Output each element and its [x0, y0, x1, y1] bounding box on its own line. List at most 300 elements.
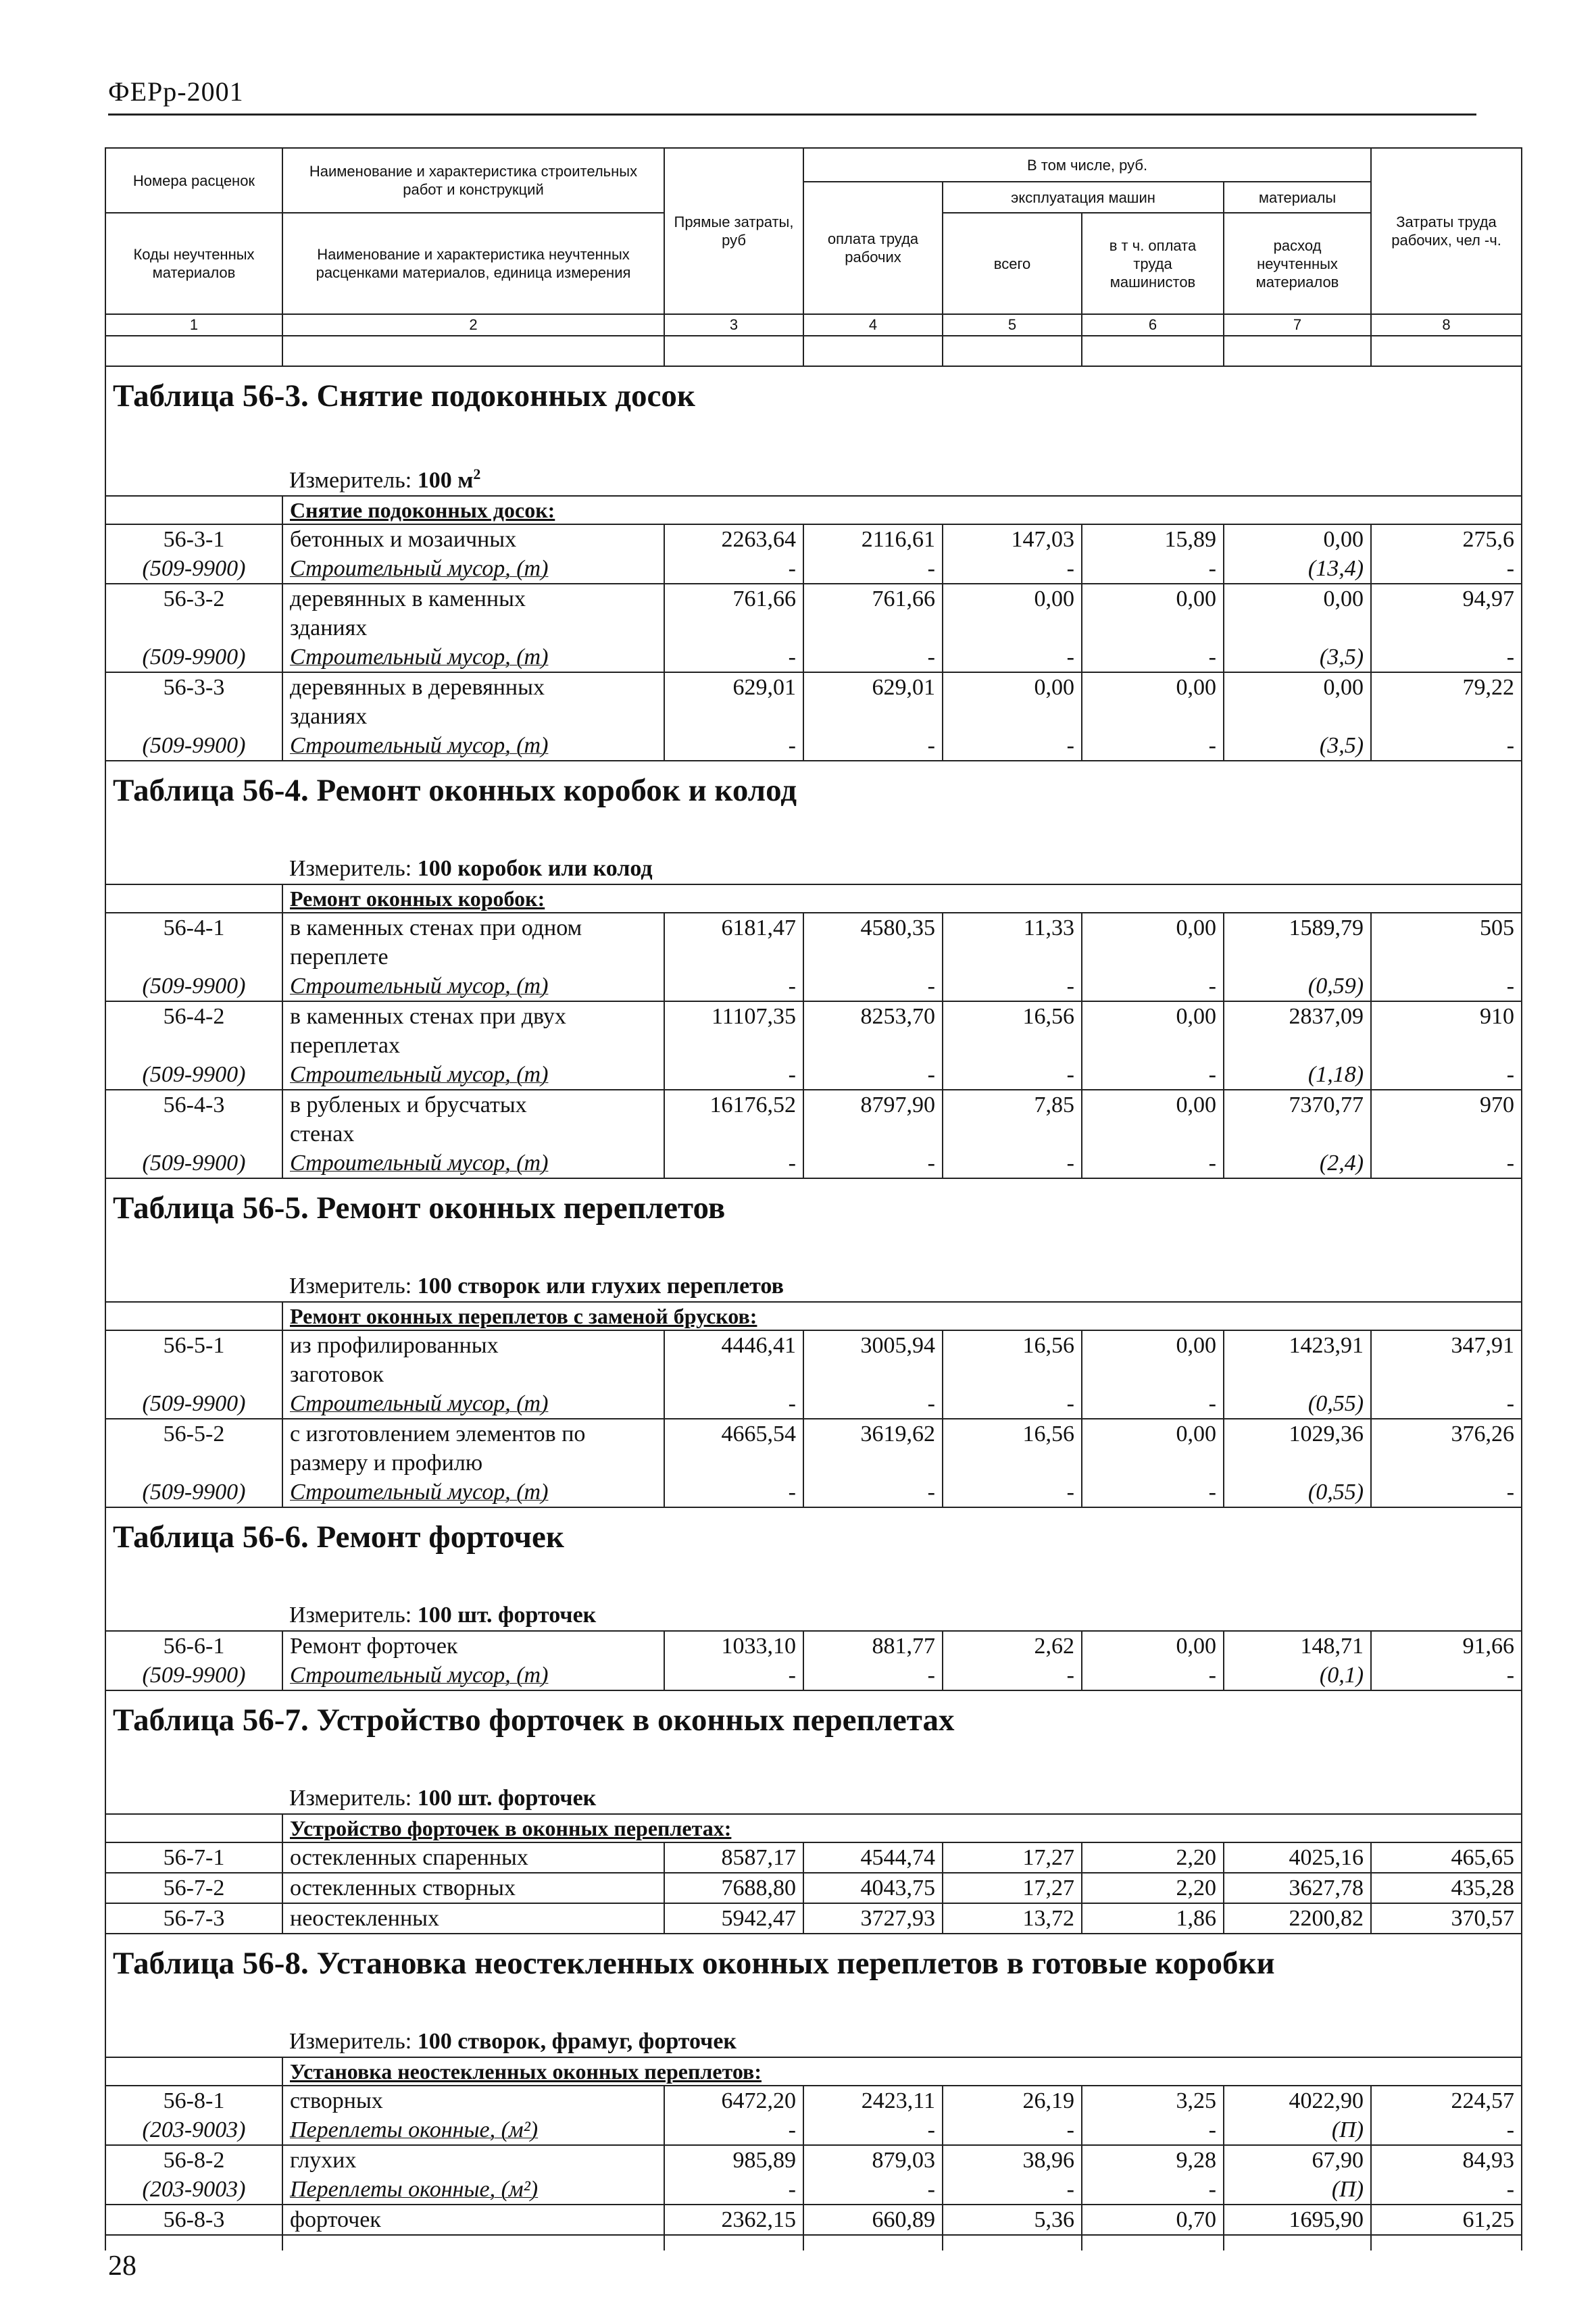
cell-machines-total: -	[943, 643, 1082, 672]
cell-machines-total: 2,62	[943, 1631, 1082, 1661]
column-number: 7	[1224, 314, 1371, 336]
cell-rate-code: 56-7-1	[105, 1842, 282, 1873]
cell-machines-total: 17,27	[943, 1842, 1082, 1873]
cell-machines-total	[943, 336, 1082, 366]
rate-row-continuation	[105, 702, 1522, 731]
material-name: Переплеты оконные, (м²)	[290, 2177, 539, 2203]
rate-row	[105, 1419, 1522, 1449]
cell-labor-pay: 3727,93	[803, 1903, 943, 1934]
cell-description	[282, 972, 664, 1001]
cell-empty	[105, 702, 282, 731]
cell-machinists-pay: 0,00	[1082, 584, 1224, 613]
cell-rate-code: 56-3-3	[105, 672, 282, 702]
cell-empty	[803, 1031, 943, 1060]
rate-row	[105, 584, 1522, 613]
section-heading-row	[105, 1302, 1522, 1330]
cell-direct-costs: -	[664, 1389, 803, 1419]
cell-machines-total: -	[943, 1149, 1082, 1178]
rates-table	[105, 147, 1522, 2250]
material-name: Строительный мусор, (т)	[290, 1663, 549, 1688]
cell-rate-code	[105, 336, 282, 366]
table-title: Таблица 56-7. Устройство форточек в оконных переплетах	[105, 1702, 1522, 1783]
cell-rate-code: 56-8-2	[105, 2145, 282, 2175]
cell-empty	[1082, 613, 1224, 643]
cell-labor-hours: -	[1371, 1389, 1522, 1419]
cell-direct-costs: -	[664, 2175, 803, 2205]
meter-value: 100 створок или глухих переплетов	[417, 1274, 784, 1299]
cell-direct-costs: 1033,10	[664, 1631, 803, 1661]
cell-empty	[1224, 1120, 1371, 1149]
cell-direct-costs: 4446,41	[664, 1330, 803, 1360]
cell-machinists-pay: 0,00	[1082, 1330, 1224, 1360]
cell-materials: 0,00	[1224, 672, 1371, 702]
cell-labor-hours: -	[1371, 1060, 1522, 1090]
cell-description-cont: переплете	[282, 942, 664, 972]
cell-rate-code: (509-9900)	[105, 1389, 282, 1419]
cell-labor-hours: 376,26	[1371, 1419, 1522, 1449]
cell-empty	[943, 1449, 1082, 1478]
cell-rate-code: (203-9003)	[105, 2175, 282, 2205]
cell-machinists-pay: 1,86	[1082, 1903, 1224, 1934]
rate-row-continuation	[105, 1360, 1522, 1389]
meter-row	[105, 853, 1522, 884]
section-heading: Устройство форточек в оконных переплетах:	[282, 1814, 1522, 1842]
cell-empty	[1082, 2235, 1224, 2250]
cell-machines-total: 11,33	[943, 913, 1082, 942]
cell-materials: 148,71	[1224, 1631, 1371, 1661]
rate-row	[105, 1631, 1522, 1661]
cell-description: форточек	[282, 2205, 664, 2235]
cell-materials: (13,4)	[1224, 554, 1371, 584]
meter-row	[105, 1271, 1522, 1302]
cell-labor-hours: 910	[1371, 1001, 1522, 1031]
cell-empty	[943, 942, 1082, 972]
cell-labor-hours	[1371, 336, 1522, 366]
meter-label	[282, 2026, 1371, 2057]
cell-machines-total: 5,36	[943, 2205, 1082, 2235]
material-name: Строительный мусор, (т)	[290, 1062, 549, 1088]
cell-description: неостекленных	[282, 1903, 664, 1934]
meter-spacer	[105, 2026, 282, 2057]
cell-machines-total: 13,72	[943, 1903, 1082, 1934]
cell-machines-total: 0,00	[943, 584, 1082, 613]
cell-description: деревянных в деревянных	[282, 672, 664, 702]
cell-empty	[664, 1120, 803, 1149]
cell-direct-costs: 2362,15	[664, 2205, 803, 2235]
cell-machines-total: -	[943, 1389, 1082, 1419]
cell-empty	[943, 1031, 1082, 1060]
cell-rate-code: (203-9003)	[105, 2115, 282, 2145]
cell-machinists-pay: -	[1082, 2115, 1224, 2145]
cell-machinists-pay	[1082, 336, 1224, 366]
cell-machines-total: 16,56	[943, 1330, 1082, 1360]
cell-description: в каменных стенах при одном	[282, 913, 664, 942]
meter-spacer	[105, 459, 282, 496]
cell-labor-hours: -	[1371, 554, 1522, 584]
meter-spacer	[105, 853, 282, 884]
cell-direct-costs: 11107,35	[664, 1001, 803, 1031]
table-title-row	[105, 378, 1522, 459]
cell-empty	[105, 2235, 282, 2250]
table-title-row	[105, 1945, 1522, 2026]
meter-spacer	[105, 1271, 282, 1302]
meter-value: 100 м	[417, 468, 474, 493]
cell-materials: (2,4)	[1224, 1149, 1371, 1178]
cell-empty	[1371, 702, 1522, 731]
cell-labor-hours: -	[1371, 1661, 1522, 1690]
rate-row	[105, 1842, 1522, 1873]
cell-empty	[105, 1360, 282, 1389]
cell-direct-costs: -	[664, 643, 803, 672]
cell-materials: 67,90	[1224, 2145, 1371, 2175]
column-number: 6	[1082, 314, 1224, 336]
cell-labor-pay	[803, 336, 943, 366]
cell-labor-pay: -	[803, 2175, 943, 2205]
cell-empty	[105, 1031, 282, 1060]
cell-machinists-pay: -	[1082, 1661, 1224, 1690]
cell-labor-pay: -	[803, 1661, 943, 1690]
col-including-header: В том числе, руб.	[803, 148, 1371, 182]
cell-labor-hours: -	[1371, 972, 1522, 1001]
cell-direct-costs: -	[664, 1478, 803, 1507]
cell-labor-pay: 761,66	[803, 584, 943, 613]
meter-spacer	[1371, 853, 1522, 884]
cell-rate-code: 56-8-1	[105, 2086, 282, 2115]
cell-labor-pay: 8253,70	[803, 1001, 943, 1031]
meter-row	[105, 1600, 1522, 1631]
cell-description	[282, 1060, 664, 1090]
table-title-row	[105, 1702, 1522, 1783]
meter-label	[282, 853, 1371, 884]
cell-labor-hours: 505	[1371, 913, 1522, 942]
material-row	[105, 554, 1522, 584]
cell-description	[282, 1149, 664, 1178]
material-name: Строительный мусор, (т)	[290, 556, 549, 582]
cell-machines-total: 147,03	[943, 524, 1082, 554]
cell-labor-pay: -	[803, 2115, 943, 2145]
material-row	[105, 2175, 1522, 2205]
cell-machines-total: 17,27	[943, 1873, 1082, 1903]
cell-machinists-pay: 0,00	[1082, 1631, 1224, 1661]
cell-description: остекленных створных	[282, 1873, 664, 1903]
section-heading-row	[105, 496, 1522, 524]
cell-rate-code: 56-5-1	[105, 1330, 282, 1360]
cell-machinists-pay: -	[1082, 1478, 1224, 1507]
cell-empty	[664, 702, 803, 731]
cell-empty	[1371, 1449, 1522, 1478]
table-title: Таблица 56-3. Снятие подоконных досок	[105, 378, 1522, 459]
cell-empty	[1082, 1360, 1224, 1389]
cell-empty	[803, 2235, 943, 2250]
rate-row	[105, 1873, 1522, 1903]
cell-rate-code: 56-7-3	[105, 1903, 282, 1934]
cell-materials: 4025,16	[1224, 1842, 1371, 1873]
cell-machinists-pay: -	[1082, 972, 1224, 1001]
cell-materials: (0,59)	[1224, 972, 1371, 1001]
cell-labor-hours: -	[1371, 731, 1522, 761]
cell-empty	[1082, 1031, 1224, 1060]
section-spacer	[105, 496, 282, 524]
material-row	[105, 1478, 1522, 1507]
table-title: Таблица 56-4. Ремонт оконных коробок и колод	[105, 772, 1522, 853]
meter-spacer	[1371, 1783, 1522, 1814]
cell-machinists-pay: -	[1082, 1149, 1224, 1178]
cell-materials: 3627,78	[1224, 1873, 1371, 1903]
column-number: 1	[105, 314, 282, 336]
cell-rate-code: (509-9900)	[105, 1661, 282, 1690]
cell-empty	[1371, 1360, 1522, 1389]
meter-spacer	[105, 1783, 282, 1814]
cell-empty	[1224, 1360, 1371, 1389]
cell-labor-pay: 660,89	[803, 2205, 943, 2235]
table-title-row	[105, 772, 1522, 853]
cell-materials: (0,1)	[1224, 1661, 1371, 1690]
cell-labor-pay: 8797,90	[803, 1090, 943, 1120]
col-work-name-header: Наименование и характеристика строительных работ и конструкций	[282, 148, 664, 213]
cell-direct-costs: -	[664, 731, 803, 761]
cell-direct-costs: 761,66	[664, 584, 803, 613]
table-spacer	[105, 1690, 1522, 1702]
meter-spacer	[1371, 1271, 1522, 1302]
col-unaccounted-materials-header: расход неучтенных материалов	[1224, 213, 1371, 314]
cell-labor-hours: 84,93	[1371, 2145, 1522, 2175]
cell-machines-total: -	[943, 554, 1082, 584]
cell-labor-hours: -	[1371, 2175, 1522, 2205]
col-labor-pay-header: оплата труда рабочих	[803, 182, 943, 314]
table-title: Таблица 56-5. Ремонт оконных переплетов	[105, 1190, 1522, 1271]
cell-description	[282, 336, 664, 366]
cell-empty	[105, 1120, 282, 1149]
meter-label	[282, 459, 1371, 496]
column-number: 8	[1371, 314, 1522, 336]
meter-spacer	[1371, 2026, 1522, 2057]
meter-value: 100 коробок или колод	[417, 856, 653, 882]
cell-direct-costs: 6181,47	[664, 913, 803, 942]
cell-labor-pay: 629,01	[803, 672, 943, 702]
cell-rate-code: 56-5-2	[105, 1419, 282, 1449]
cell-empty	[1082, 702, 1224, 731]
cell-description: створных	[282, 2086, 664, 2115]
meter-row	[105, 2026, 1522, 2057]
cell-labor-pay: -	[803, 1389, 943, 1419]
section-heading-row	[105, 2057, 1522, 2086]
cell-description: из профилированных	[282, 1330, 664, 1360]
cell-labor-hours: 435,28	[1371, 1873, 1522, 1903]
table-spacer	[105, 366, 1522, 378]
cell-machinists-pay: 0,00	[1082, 672, 1224, 702]
rate-row-continuation	[105, 1031, 1522, 1060]
cell-materials: 1695,90	[1224, 2205, 1371, 2235]
material-row	[105, 731, 1522, 761]
column-number: 4	[803, 314, 943, 336]
cell-labor-hours: 94,97	[1371, 584, 1522, 613]
cell-empty	[943, 2235, 1082, 2250]
cell-labor-pay: -	[803, 972, 943, 1001]
cell-direct-costs: 5942,47	[664, 1903, 803, 1934]
meter-label	[282, 1271, 1371, 1302]
cell-materials: (1,18)	[1224, 1060, 1371, 1090]
cell-empty	[105, 1449, 282, 1478]
cell-empty	[943, 1120, 1082, 1149]
table-bottom-spacer	[105, 2235, 1522, 2250]
cell-direct-costs: -	[664, 1149, 803, 1178]
cell-labor-pay: 2116,61	[803, 524, 943, 554]
cell-direct-costs	[664, 336, 803, 366]
cell-description-cont: размеру и профилю	[282, 1449, 664, 1478]
table-spacer	[105, 1934, 1522, 1945]
cell-materials: 1029,36	[1224, 1419, 1371, 1449]
section-spacer	[105, 2057, 282, 2086]
cell-description: Ремонт форточек	[282, 1631, 664, 1661]
cell-description-cont: стенах	[282, 1120, 664, 1149]
material-row	[105, 972, 1522, 1001]
cell-materials: 7370,77	[1224, 1090, 1371, 1120]
cell-empty	[664, 1031, 803, 1060]
cell-description-cont: заготовок	[282, 1360, 664, 1389]
col-materials-header: материалы	[1224, 182, 1371, 213]
cell-empty	[1224, 1031, 1371, 1060]
rate-row	[105, 913, 1522, 942]
cell-direct-costs: 8587,17	[664, 1842, 803, 1873]
cell-labor-hours: 370,57	[1371, 1903, 1522, 1934]
column-number: 3	[664, 314, 803, 336]
cell-labor-hours: 91,66	[1371, 1631, 1522, 1661]
cell-labor-pay: 879,03	[803, 2145, 943, 2175]
cell-machines-total: -	[943, 1060, 1082, 1090]
cell-machines-total: 0,00	[943, 672, 1082, 702]
cell-rate-code: 56-3-1	[105, 524, 282, 554]
meter-prefix: Измеритель:	[289, 1274, 418, 1299]
cell-direct-costs: 16176,52	[664, 1090, 803, 1120]
cell-machinists-pay: -	[1082, 1060, 1224, 1090]
cell-labor-pay: 3619,62	[803, 1419, 943, 1449]
cell-labor-hours: -	[1371, 2115, 1522, 2145]
cell-machines-total: -	[943, 972, 1082, 1001]
material-row	[105, 2115, 1522, 2145]
rate-row	[105, 2145, 1522, 2175]
col-machines-total-header: всего	[943, 213, 1082, 314]
cell-materials: 1423,91	[1224, 1330, 1371, 1360]
cell-labor-pay: 881,77	[803, 1631, 943, 1661]
section-spacer	[105, 1302, 282, 1330]
cell-machines-total: -	[943, 2175, 1082, 2205]
cell-rate-code: (509-9900)	[105, 731, 282, 761]
cell-rate-code: 56-4-1	[105, 913, 282, 942]
cell-empty	[1371, 1031, 1522, 1060]
cell-materials: (3,5)	[1224, 731, 1371, 761]
cell-rate-code: 56-8-3	[105, 2205, 282, 2235]
cell-description	[282, 1661, 664, 1690]
cell-machinists-pay: 9,28	[1082, 2145, 1224, 2175]
table-title: Таблица 56-8. Установка неостекленных оконных переплетов в готовые коробки	[105, 1945, 1522, 2026]
rate-row-continuation	[105, 1449, 1522, 1478]
cell-labor-pay: 4544,74	[803, 1842, 943, 1873]
cell-rate-code: (509-9900)	[105, 972, 282, 1001]
material-name: Строительный мусор, (т)	[290, 1151, 549, 1176]
cell-description-cont: зданиях	[282, 613, 664, 643]
cell-materials: 0,00	[1224, 584, 1371, 613]
cell-rate-code: 56-4-3	[105, 1090, 282, 1120]
cell-materials: (П)	[1224, 2175, 1371, 2205]
cell-empty	[664, 942, 803, 972]
cell-machines-total: 26,19	[943, 2086, 1082, 2115]
cell-labor-hours: 275,6	[1371, 524, 1522, 554]
cell-machinists-pay: 2,20	[1082, 1873, 1224, 1903]
cell-description: глухих	[282, 2145, 664, 2175]
cell-direct-costs: -	[664, 1060, 803, 1090]
col-machinists-pay-header: в т ч. оплата труда машинистов	[1082, 213, 1224, 314]
cell-machinists-pay: 3,25	[1082, 2086, 1224, 2115]
cell-machines-total: -	[943, 1478, 1082, 1507]
meter-label	[282, 1783, 1371, 1814]
rate-row	[105, 1001, 1522, 1031]
col-direct-costs-header: Прямые затраты, руб	[664, 148, 803, 314]
material-name: Строительный мусор, (т)	[290, 974, 549, 999]
cell-machines-total: 16,56	[943, 1001, 1082, 1031]
meter-prefix: Измеритель:	[289, 1603, 418, 1628]
cell-machines-total: -	[943, 1661, 1082, 1690]
meter-spacer	[1371, 459, 1522, 496]
cell-materials: (0,55)	[1224, 1478, 1371, 1507]
material-row	[105, 336, 1522, 366]
cell-empty	[664, 2235, 803, 2250]
cell-empty	[1371, 1120, 1522, 1149]
section-heading: Снятие подоконных досок:	[282, 496, 1522, 524]
cell-empty	[105, 613, 282, 643]
cell-direct-costs: -	[664, 972, 803, 1001]
meter-prefix: Измеритель:	[289, 468, 418, 493]
cell-labor-pay: -	[803, 1060, 943, 1090]
cell-machinists-pay: -	[1082, 2175, 1224, 2205]
cell-empty	[1224, 702, 1371, 731]
cell-empty	[943, 702, 1082, 731]
cell-materials: 2837,09	[1224, 1001, 1371, 1031]
cell-machinists-pay: 2,20	[1082, 1842, 1224, 1873]
rate-row-continuation	[105, 1120, 1522, 1149]
cell-empty	[1224, 2235, 1371, 2250]
cell-direct-costs: 985,89	[664, 2145, 803, 2175]
cell-empty	[664, 1449, 803, 1478]
cell-direct-costs: 7688,80	[664, 1873, 803, 1903]
col-material-codes-header: Коды неучтенных материалов	[105, 213, 282, 314]
rate-row-continuation	[105, 613, 1522, 643]
cell-machinists-pay: -	[1082, 1389, 1224, 1419]
cell-description-cont: зданиях	[282, 702, 664, 731]
meter-prefix: Измеритель:	[289, 856, 418, 882]
header-rule	[108, 114, 1476, 116]
section-heading: Ремонт оконных коробок:	[282, 884, 1522, 913]
meter-prefix: Измеритель:	[289, 1786, 418, 1811]
table-title: Таблица 56-6. Ремонт форточек	[105, 1519, 1522, 1600]
cell-machinists-pay: -	[1082, 731, 1224, 761]
meter-value: 100 створок, фрамуг, форточек	[417, 2029, 737, 2055]
material-row	[105, 1389, 1522, 1419]
cell-machines-total: 7,85	[943, 1090, 1082, 1120]
cell-labor-pay: 4580,35	[803, 913, 943, 942]
section-heading-row	[105, 884, 1522, 913]
cell-machinists-pay: 0,00	[1082, 1001, 1224, 1031]
meter-row	[105, 1783, 1522, 1814]
cell-labor-pay: -	[803, 731, 943, 761]
section-heading: Ремонт оконных переплетов с заменой брусков:	[282, 1302, 1522, 1330]
cell-labor-hours: -	[1371, 643, 1522, 672]
cell-description: в рубленых и брусчатых	[282, 1090, 664, 1120]
cell-description: в каменных стенах при двух	[282, 1001, 664, 1031]
cell-machines-total: 16,56	[943, 1419, 1082, 1449]
cell-labor-pay: -	[803, 1478, 943, 1507]
cell-direct-costs: -	[664, 1661, 803, 1690]
cell-description	[282, 731, 664, 761]
